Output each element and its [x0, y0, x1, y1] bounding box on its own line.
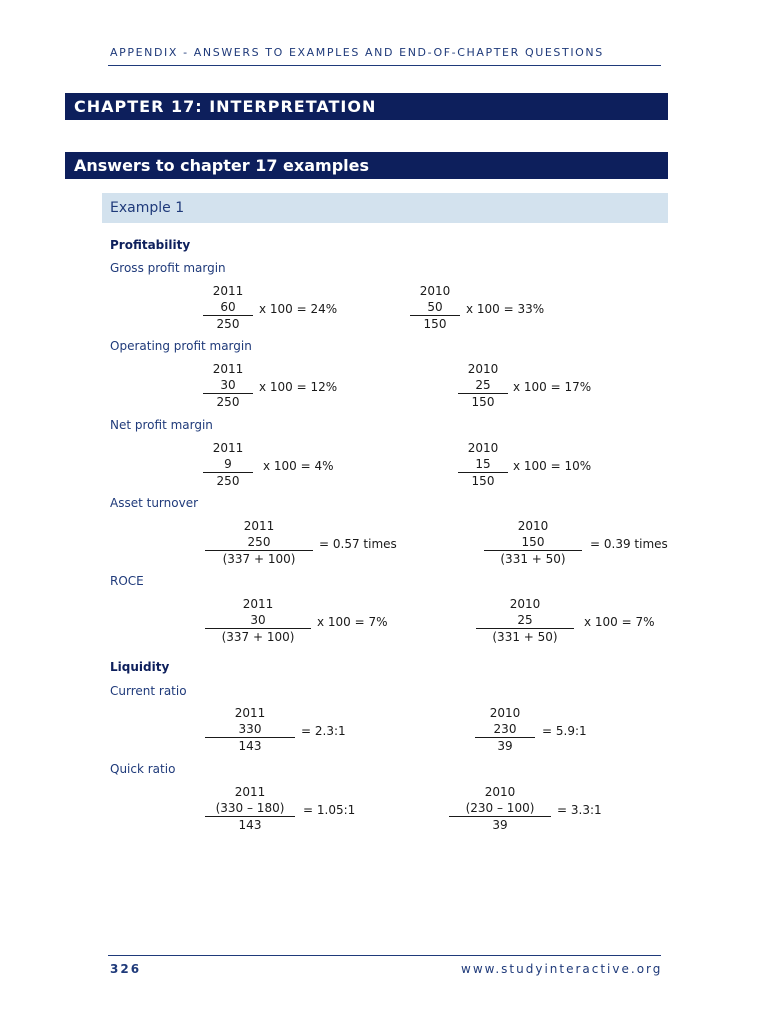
net-margin-label: Net profit margin [110, 418, 213, 432]
section-title: Answers to chapter 17 examples [65, 152, 668, 179]
year-label: 2011 [212, 362, 244, 376]
numerator: 250 [247, 535, 271, 549]
denominator: (337 + 100) [221, 630, 295, 644]
asset-turnover-label: Asset turnover [110, 496, 199, 510]
numerator: 30 [220, 378, 236, 392]
denominator: 250 [216, 474, 240, 488]
fraction-bar [484, 550, 582, 551]
numerator: 330 [238, 722, 262, 736]
year-label: 2010 [489, 706, 521, 720]
result: x 100 = 4% [263, 459, 334, 473]
fraction-bar [203, 315, 253, 316]
result: x 100 = 12% [259, 380, 338, 394]
denominator: 250 [216, 395, 240, 409]
denominator: 250 [216, 317, 240, 331]
denominator: (337 + 100) [222, 552, 296, 566]
result: x 100 = 7% [584, 615, 655, 629]
profitability-heading: Profitability [110, 238, 191, 252]
chapter-title: CHAPTER 17: INTERPRETATION [65, 93, 668, 120]
year-label: 2010 [467, 441, 499, 455]
denominator: (331 + 50) [492, 630, 558, 644]
numerator: 30 [250, 613, 266, 627]
year-label: 2011 [234, 785, 266, 799]
liquidity-heading: Liquidity [110, 660, 170, 674]
denominator: 143 [238, 818, 262, 832]
example-title: Example 1 [102, 193, 668, 223]
numerator: 25 [475, 378, 491, 392]
numerator: 230 [493, 722, 517, 736]
year-label: 2011 [234, 706, 266, 720]
result: = 2.3:1 [301, 724, 346, 738]
year-label: 2010 [419, 284, 451, 298]
fraction-bar [205, 550, 313, 551]
denominator: 143 [238, 739, 262, 753]
year-label: 2011 [212, 441, 244, 455]
numerator: (230 – 100) [465, 801, 535, 815]
running-header: APPENDIX - ANSWERS TO EXAMPLES AND END-OF-CHAPTER QUESTIONS [110, 46, 604, 59]
numerator: 15 [475, 457, 491, 471]
denominator: 150 [471, 474, 495, 488]
year-label: 2011 [243, 519, 275, 533]
page-number: 326 [110, 962, 142, 976]
year-label: 2010 [484, 785, 516, 799]
fraction-bar [458, 393, 508, 394]
fraction-bar [458, 472, 508, 473]
result: x 100 = 24% [259, 302, 338, 316]
result: x 100 = 10% [513, 459, 592, 473]
result: = 0.39 times [590, 537, 668, 551]
denominator: 39 [497, 739, 513, 753]
year-label: 2011 [242, 597, 274, 611]
fraction-bar [205, 628, 311, 629]
year-label: 2010 [517, 519, 549, 533]
fraction-bar [203, 393, 253, 394]
operating-margin-label: Operating profit margin [110, 339, 252, 353]
website-link[interactable]: www.studyinteractive.org [461, 962, 663, 976]
result: = 3.3:1 [557, 803, 602, 817]
fraction-bar [205, 816, 295, 817]
gross-margin-label: Gross profit margin [110, 261, 226, 275]
fraction-bar [410, 315, 460, 316]
denominator: 39 [492, 818, 508, 832]
numerator: 25 [517, 613, 533, 627]
fraction-bar [476, 628, 574, 629]
year-label: 2011 [212, 284, 244, 298]
fraction-bar [475, 737, 535, 738]
year-label: 2010 [509, 597, 541, 611]
current-ratio-label: Current ratio [110, 684, 187, 698]
denominator: 150 [423, 317, 447, 331]
footer-rule [108, 955, 661, 956]
numerator: 50 [427, 300, 443, 314]
result: = 1.05:1 [303, 803, 356, 817]
denominator: (331 + 50) [500, 552, 566, 566]
fraction-bar [203, 472, 253, 473]
roce-label: ROCE [110, 574, 144, 588]
result: x 100 = 7% [317, 615, 388, 629]
fraction-bar [449, 816, 551, 817]
fraction-bar [205, 737, 295, 738]
year-label: 2010 [467, 362, 499, 376]
header-rule [108, 65, 661, 66]
denominator: 150 [471, 395, 495, 409]
result: = 5.9:1 [542, 724, 587, 738]
numerator: (330 – 180) [215, 801, 285, 815]
result: = 0.57 times [319, 537, 397, 551]
numerator: 60 [220, 300, 236, 314]
numerator: 9 [224, 457, 232, 471]
result: x 100 = 17% [513, 380, 592, 394]
numerator: 150 [521, 535, 545, 549]
quick-ratio-label: Quick ratio [110, 762, 176, 776]
result: x 100 = 33% [466, 302, 545, 316]
